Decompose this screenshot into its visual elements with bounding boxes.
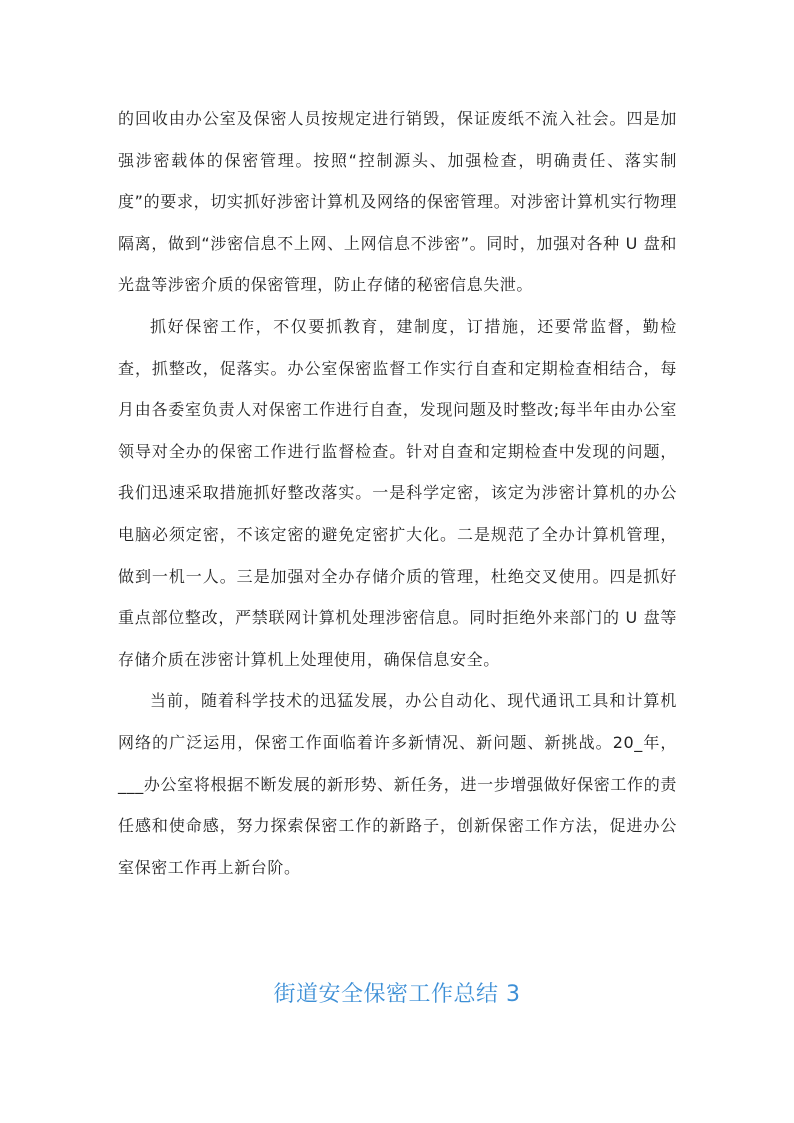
document-body: [118, 98, 677, 888]
paragraph-outlook: 当前，随着科学技术的迅猛发展，办公自动化、现代通讯工具和计算机网络的广泛运用，保密工作面临着许多新情况、新问题、新挑战。20_年，___办公室将根据不断发展的新形势、新任务，进一步增强做好保密工作的责任感和使命感，努力探索保密工作的新路子，创新保密工作方法，促进办公室保密工作再上新台阶。: [118, 691, 677, 877]
paragraph-continuation: 的回收由办公室及保密人员按规定进行销毁，保证废纸不流入社会。四是加强涉密载体的保密管理。按照“控制源头、加强检查，明确责任、落实制度”的要求，切实抓好涉密计算机及网络的保密管理。对涉密计算机实行物理隔离，做到“涉密信息不上网、上网信息不涉密”。同时，加强对各种 U 盘和光盘等涉密介质的保密管理，防止存储的秘密信息失泄。: [118, 109, 677, 295]
section-heading: 街道安全保密工作总结 3: [273, 982, 521, 1007]
paragraph-supervision: 抓好保密工作，不仅要抓教育，建制度，订措施，还要常监督，勤检查，抓整改，促落实。办公室保密监督工作实行自查和定期检查相结合，每月由各委室负责人对保密工作进行自查，发现问题及时整改;每半年由办公室领导对全办的保密工作进行监督检查。针对自查和定期检查中发现的问题，我们迅速采取措施抓好整改落实。一是科学定密，该定为涉密计算机的办公电脑必须定密，不该定密的避免定密扩大化。二是规范了全办计算机管理，做到一机一人。三是加强对全办存储介质的管理，杜绝交叉使用。四是抓好重点部位整改，严禁联网计算机处理涉密信息。同时拒绝外来部门的 U 盘等存储介质在涉密计算机上处理使用，确保信息安全。: [118, 316, 677, 669]
